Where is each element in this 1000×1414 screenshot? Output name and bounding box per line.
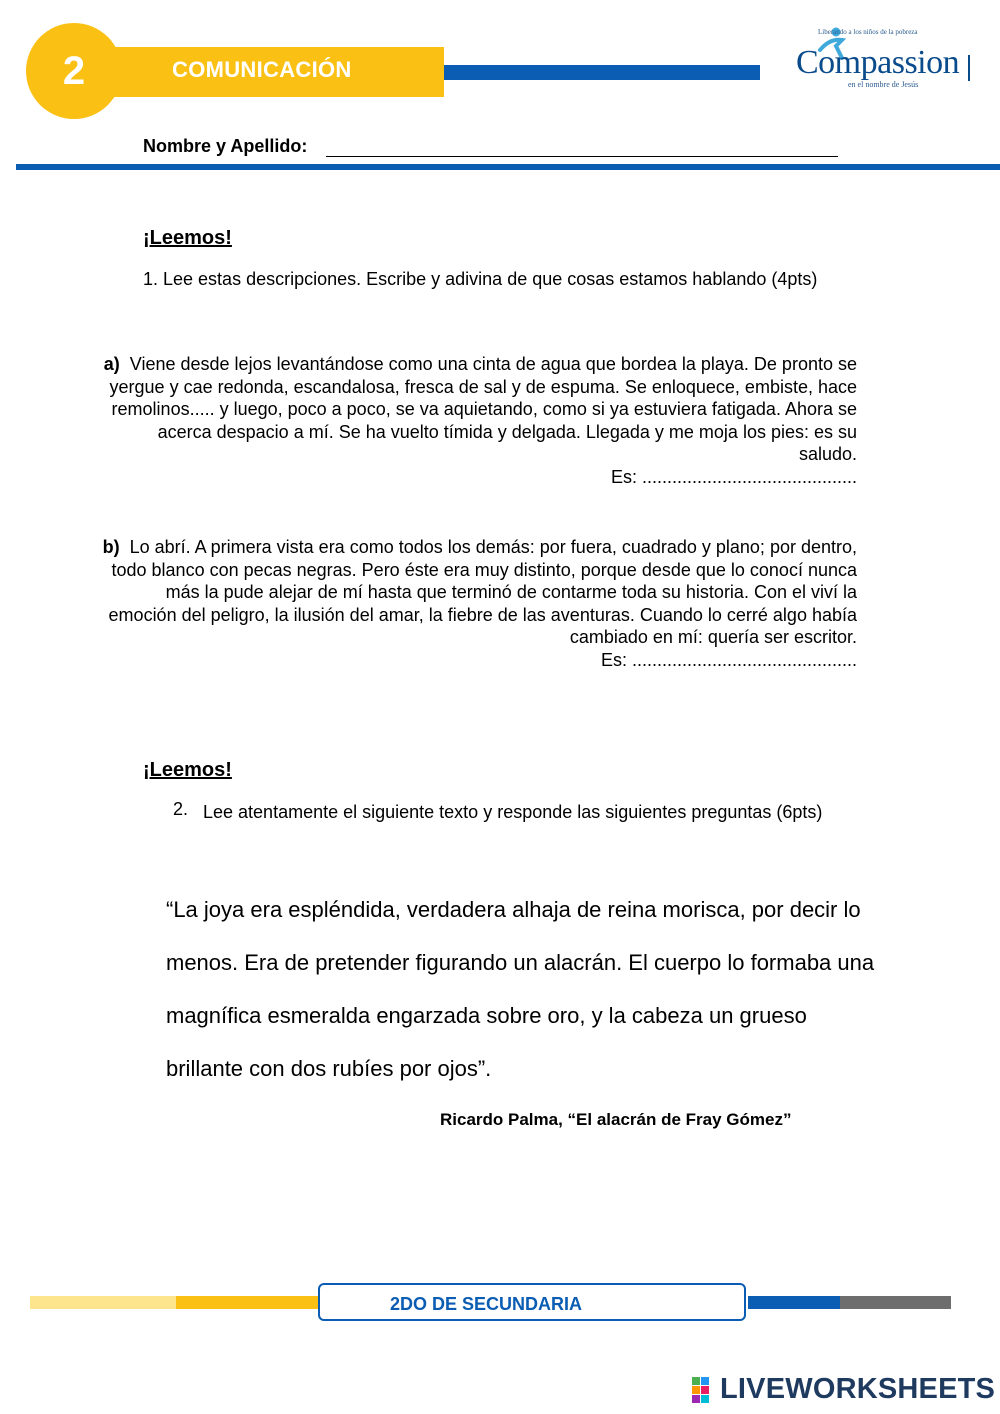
logo-separator — [968, 55, 970, 81]
section1-heading: ¡Leemos! — [143, 227, 232, 249]
item-b-label: b) — [102, 537, 120, 557]
header-divider — [16, 164, 1000, 170]
item-b-answer[interactable]: Es: ............................................. — [600, 649, 857, 670]
question2-instruction: Lee atentamente el siguiente texto y responde las siguientes preguntas (6pts) — [203, 802, 823, 822]
item-a-text: Viene desde lejos levantándose como una cinta de agua que bordea la playa. De pronto se yergue y cae redonda, escandalosa, fresca de sal y de espuma. Se enloquece, embiste, hace remolinos..... y luego, poco a poco, se va aquietando, como si ya estuviera fatigada. Ahora se acerca despacio a mí. Se ha vuelto tímida y delgada. Llegada y me moja los pies: es su saludo. — [109, 354, 857, 465]
grade-label: 2DO DE SECUNDARIA — [390, 1294, 583, 1314]
footer-bar-blue — [748, 1296, 840, 1309]
item-a-label: a) — [103, 354, 120, 374]
liveworksheets-watermark: LIVEWORKSHEETS — [720, 1373, 996, 1405]
subject-title: COMUNICACIÓN — [172, 57, 352, 82]
item-b-text: Lo abrí. A primera vista era como todos los demás: por fuera, cuadrado y plano; por dentro, todo blanco con pecas negras. Pero éste era muy distinto, porque desde que lo conocí nunca más la pude alejar de mí hasta que terminó de contarme toda su historia. Con el viví la emoción del peligro, la ilusión del amar, la fiebre de las aventuras. Cuando lo cerré algo había cambiado en mí: quería ser escritor. — [108, 537, 857, 648]
description-b — [97, 536, 857, 672]
liveworksheets-icon — [692, 1377, 718, 1403]
question2-number: 2. — [173, 799, 189, 819]
reading-quote: “La joya era espléndida, verdadera alhaja de reina morisca, por decir lo menos. Era de pretender figurando un alacrán. El cuerpo lo formaba una magnífica esmeralda engarzada sobre oro, y la cabeza un grueso brillante con dos rubíes por ojos”. — [166, 897, 875, 1081]
quote-author: Ricardo Palma, “El alacrán de Fray Gómez” — [440, 1110, 792, 1129]
question1-instruction: 1. Lee estas descripciones. Escribe y adivina de que cosas estamos hablando (4pts) — [143, 269, 818, 289]
logo-brand: Compassion — [796, 44, 960, 81]
unit-number: 2 — [62, 49, 86, 93]
name-label: Nombre y Apellido: — [143, 136, 308, 156]
header-blue-bar — [444, 65, 760, 80]
name-input-line[interactable] — [326, 156, 838, 157]
logo-subtitle: en el nombre de Jesús — [848, 80, 919, 89]
section2-heading: ¡Leemos! — [143, 759, 232, 781]
item-a-answer[interactable]: Es: ........................................... — [610, 466, 857, 487]
footer-bar-gray — [840, 1296, 951, 1309]
description-a — [97, 353, 857, 489]
footer-bar-yellow — [176, 1296, 321, 1309]
footer-bar-light-yellow — [30, 1296, 176, 1309]
logo-tagline: Liberando a los niños de la pobreza — [818, 28, 918, 36]
